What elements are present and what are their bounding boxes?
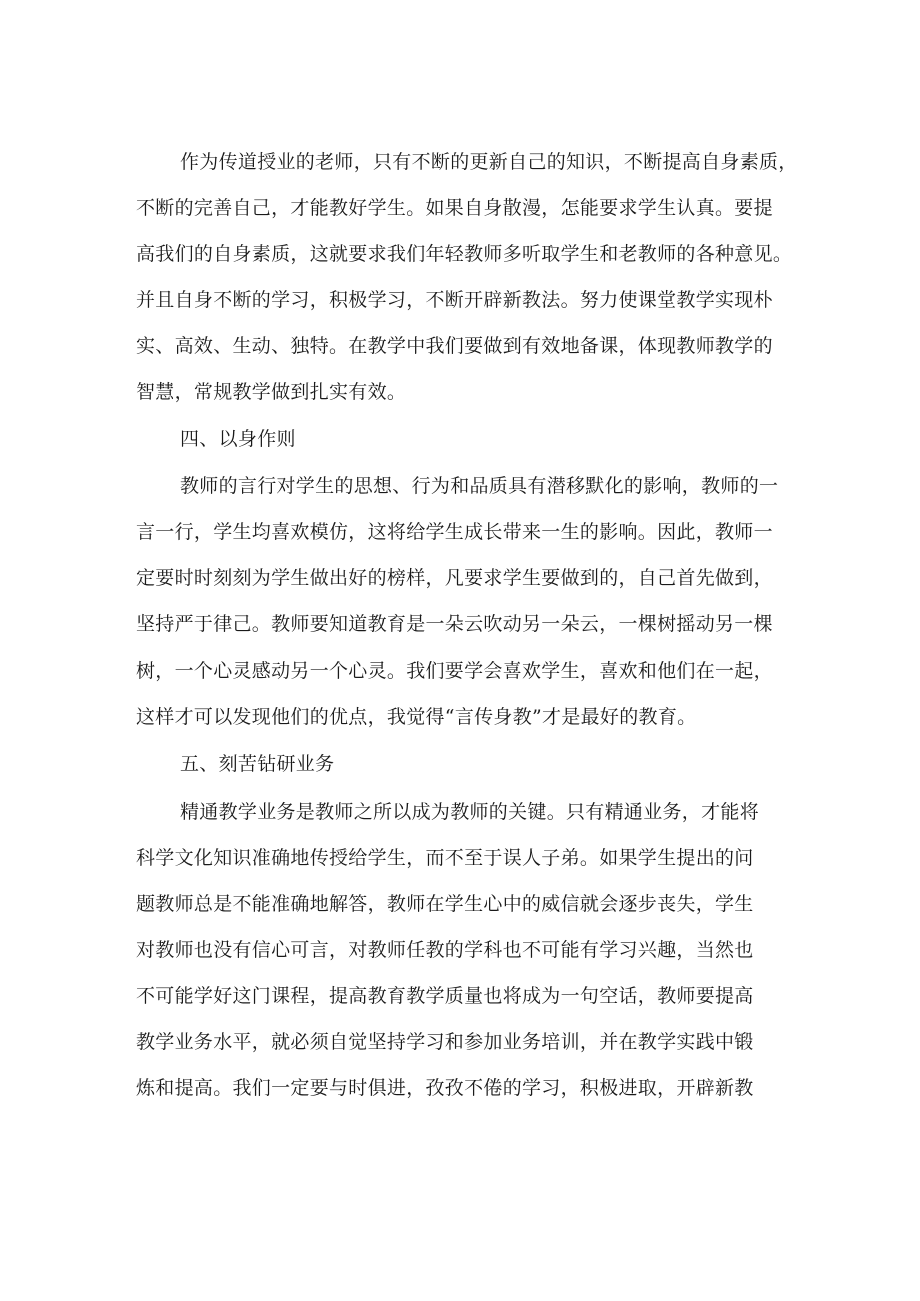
section-heading: 四、以身作则 — [180, 428, 296, 450]
text-line: 树，一个心灵感动另一个心灵。我们要学会喜欢学生，喜欢和他们在一起， — [136, 660, 773, 682]
text-line: 题教师总是不能准确地解答，教师在学生心中的威信就会逐步丧失，学生 — [136, 893, 754, 915]
text-line: 教师的言行对学生的思想、行为和品质具有潜移默化的影响，教师的一 — [180, 475, 779, 497]
text-line: 并且自身不断的学习，积极学习，不断开辟新教法。努力使课堂教学实现朴 — [136, 289, 773, 311]
text-line: 坚持严于律己。教师要知道教育是一朵云吹动另一朵云，一棵树摇动另一棵 — [136, 613, 773, 635]
text-line: 智慧，常规教学做到扎实有效。 — [136, 381, 407, 403]
text-line: 高我们的自身素质，这就要求我们年轻教师多听取学生和老教师的各种意见。 — [136, 243, 793, 265]
text-line: 精通教学业务是教师之所以成为教师的关键。只有精通业务，才能将 — [180, 801, 760, 823]
section-heading: 五、刻苦钻研业务 — [180, 753, 335, 775]
text-line: 科学文化知识准确地传授给学生，而不至于误人子弟。如果学生提出的问 — [136, 847, 754, 869]
text-line: 作为传道授业的老师，只有不断的更新自己的知识，不断提高自身素质， — [180, 151, 798, 173]
text-line: 炼和提高。我们一定要与时俱进，孜孜不倦的学习，积极进取，开辟新教 — [136, 1077, 754, 1099]
text-line: 不断的完善自己，才能教好学生。如果自身散漫，怎能要求学生认真。要提 — [136, 197, 773, 219]
text-line: 教学业务水平，就必须自觉坚持学习和参加业务培训，并在教学实践中锻 — [136, 1031, 754, 1053]
text-line: 实、高效、生动、独特。在教学中我们要做到有效地备课，体现教师教学的 — [136, 335, 773, 357]
text-line: 言一行，学生均喜欢模仿，这将给学生成长带来一生的影响。因此，教师一 — [136, 521, 773, 543]
text-line: 这样才可以发现他们的优点，我觉得“言传身教”才是最好的教育。 — [136, 706, 697, 728]
text-line: 对教师也没有信心可言，对教师任教的学科也不可能有学习兴趣，当然也 — [136, 939, 754, 961]
text-line: 定要时时刻刻为学生做出好的榜样，凡要求学生要做到的，自己首先做到， — [136, 567, 773, 589]
text-line: 不可能学好这门课程，提高教育教学质量也将成为一句空话，教师要提高 — [136, 985, 754, 1007]
